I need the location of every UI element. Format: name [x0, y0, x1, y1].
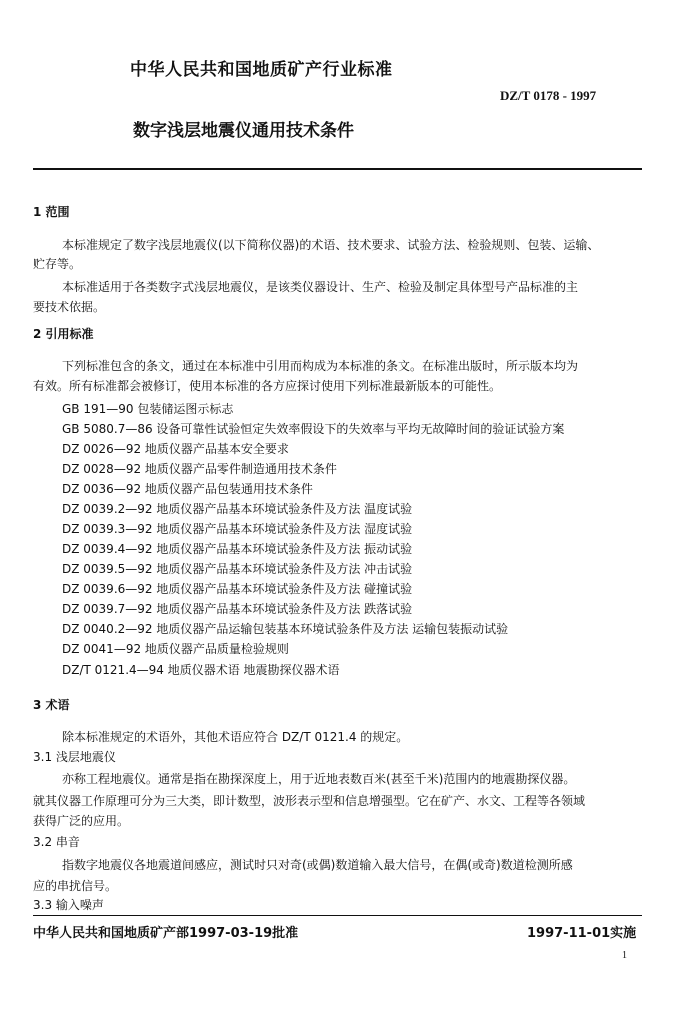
section-1-heading: 1 范围	[33, 205, 70, 219]
reference-item: DZ 0039.3—92 地质仪器产品基本环境试验条件及方法 湿度试验	[62, 522, 413, 536]
footer-rule	[33, 915, 642, 916]
section-1-paragraph-2: 本标准适用于各类数字式浅层地震仪，是该类仪器设计、生产、检验及制定具体型号产品标准的主	[62, 280, 579, 294]
reference-item: DZ 0039.7—92 地质仪器产品基本环境试验条件及方法 跌落试验	[62, 602, 413, 616]
term-3-2-text: 指数字地震仪各地震道间感应，测试时只对奇(或偶)数道输入最大信号，在偶(或奇)数道检测所感	[62, 858, 573, 872]
standard-code: DZ/T 0178 - 1997	[500, 88, 597, 103]
page-number: 1	[622, 950, 627, 961]
header-rule	[33, 168, 642, 170]
section-3-intro: 除本标准规定的术语外，其他术语应符合 DZ/T 0121.4 的规定。	[62, 730, 409, 744]
implementation-date: 1997-11-01实施	[527, 926, 637, 941]
term-3-1-heading: 3.1 浅层地震仪	[33, 750, 116, 764]
reference-item: DZ/T 0121.4—94 地质仪器术语 地震勘探仪器术语	[62, 663, 340, 677]
section-1-paragraph-1: 本标准规定了数字浅层地震仪(以下简称仪器)的术语、技术要求、试验方法、检验规则、包装、运输、	[62, 238, 600, 252]
section-2-intro-cont: 有效。所有标准都会被修订，使用本标准的各方应探讨使用下列标准最新版本的可能性。	[33, 379, 502, 393]
reference-item: DZ 0039.5—92 地质仪器产品基本环境试验条件及方法 冲击试验	[62, 562, 413, 576]
reference-item: DZ 0039.4—92 地质仪器产品基本环境试验条件及方法 振动试验	[62, 542, 413, 556]
document-title: 数字浅层地震仪通用技术条件	[133, 121, 354, 141]
approval-line: 中华人民共和国地质矿产部1997-03-19批准	[33, 926, 299, 941]
reference-item: DZ 0028—92 地质仪器产品零件制造通用技术条件	[62, 462, 337, 476]
section-3-heading: 3 术语	[33, 698, 70, 712]
reference-item: GB 5080.7—86 设备可靠性试验恒定失效率假设下的失效率与平均无故障时间的验证试验方案	[62, 422, 565, 436]
section-1-paragraph-2-cont: 要技术依据。	[33, 300, 106, 314]
reference-item: DZ 0040.2—92 地质仪器产品运输包装基本环境试验条件及方法 运输包装振动试验	[62, 622, 509, 636]
term-3-1-text-cont: 就其仪器工作原理可分为三大类，即计数型，波形表示型和信息增强型。它在矿产、水文、工程等各领域	[33, 794, 586, 808]
reference-item: GB 191—90 包装储运图示标志	[62, 402, 234, 416]
reference-item: DZ 0039.6—92 地质仪器产品基本环境试验条件及方法 碰撞试验	[62, 582, 413, 596]
section-2-intro: 下列标准包含的条文，通过在本标准中引用而构成为本标准的条文。在标准出版时，所示版本均为	[62, 359, 579, 373]
section-1-paragraph-1-cont: 贮存等。	[33, 257, 82, 271]
section-2-heading: 2 引用标准	[33, 327, 94, 341]
reference-item: DZ 0026—92 地质仪器产品基本安全要求	[62, 442, 289, 456]
term-3-1-text-cont: 获得广泛的应用。	[33, 814, 130, 828]
term-3-2-text-cont: 应的串扰信号。	[33, 879, 118, 893]
term-3-1-text: 亦称工程地震仪。通常是指在勘探深度上，用于近地表数百米(甚至千米)范围内的地震勘探仪器。	[62, 772, 576, 786]
reference-item: DZ 0041—92 地质仪器产品质量检验规则	[62, 642, 289, 656]
standard-category: 中华人民共和国地质矿产行业标准	[130, 60, 393, 80]
term-3-3-heading: 3.3 输入噪声	[33, 898, 104, 912]
term-3-2-heading: 3.2 串音	[33, 835, 80, 849]
reference-item: DZ 0036—92 地质仪器产品包装通用技术条件	[62, 482, 313, 496]
reference-item: DZ 0039.2—92 地质仪器产品基本环境试验条件及方法 温度试验	[62, 502, 413, 516]
